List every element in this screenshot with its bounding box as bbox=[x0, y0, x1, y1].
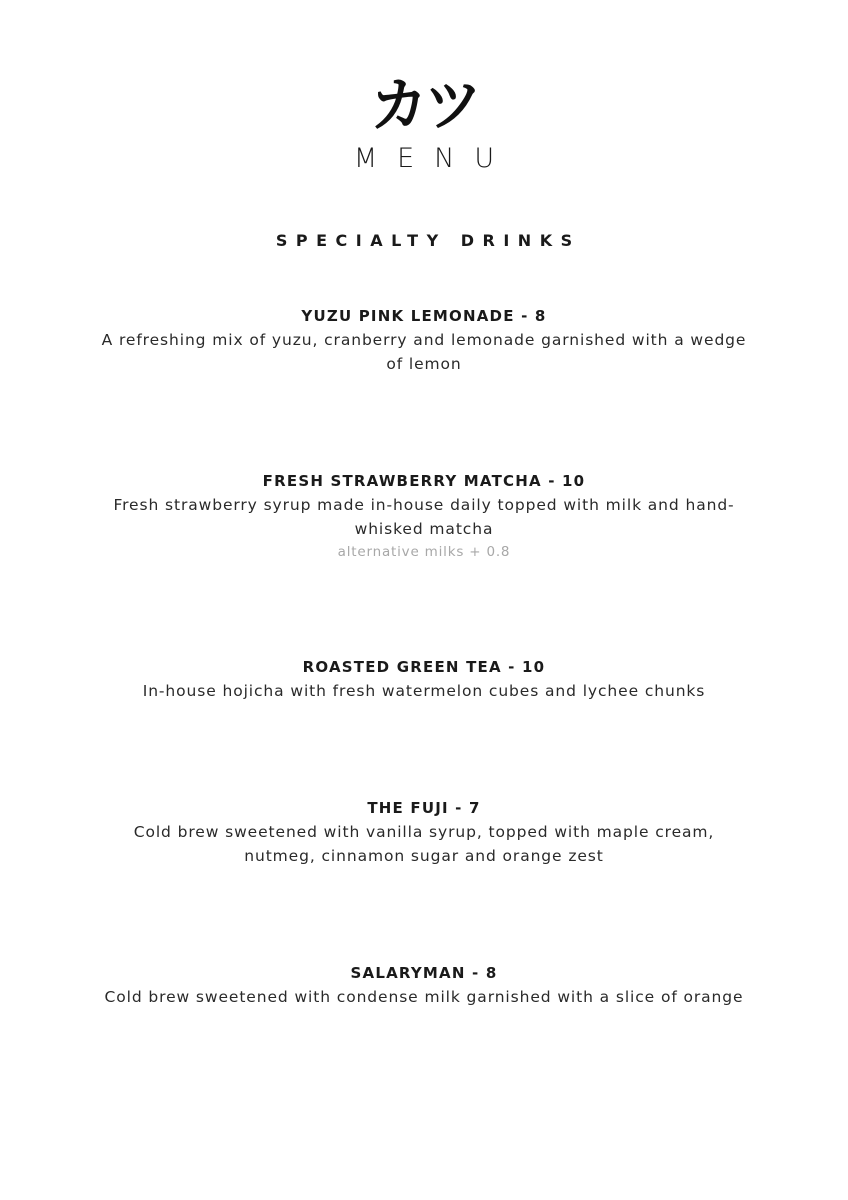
item-name: SALARYMAN - 8 bbox=[350, 964, 498, 982]
item-description: In-house hojicha with fresh watermelon cubes and lychee chunks bbox=[142, 682, 706, 700]
menu-title: MENU bbox=[353, 143, 515, 174]
menu-item bbox=[100, 304, 748, 376]
item-note: alternative milks + 0.8 bbox=[337, 544, 511, 560]
item-name: THE FUJI - 7 bbox=[367, 799, 481, 817]
item-name: ROASTED GREEN TEA - 10 bbox=[302, 658, 546, 676]
item-description: Fresh strawberry syrup made in-house daily topped with milk and hand-whisked matcha bbox=[113, 496, 735, 538]
menu-item bbox=[100, 469, 748, 563]
item-description: Cold brew sweetened with condense milk garnished with a slice of orange bbox=[104, 988, 744, 1006]
menu-item bbox=[100, 655, 748, 703]
section-title: SPECIALTY DRINKS bbox=[275, 231, 581, 250]
menu-item bbox=[100, 796, 748, 868]
item-description: Cold brew sweetened with vanilla syrup, topped with maple cream, nutmeg, cinnamon sugar and orange zest bbox=[133, 823, 715, 865]
logo: カツ bbox=[369, 71, 478, 139]
item-description: A refreshing mix of yuzu, cranberry and lemonade garnished with a wedge of lemon bbox=[101, 331, 747, 373]
menu-item bbox=[100, 961, 748, 1009]
item-name: FRESH STRAWBERRY MATCHA - 10 bbox=[262, 472, 586, 490]
item-name: YUZU PINK LEMONADE - 8 bbox=[301, 307, 547, 325]
